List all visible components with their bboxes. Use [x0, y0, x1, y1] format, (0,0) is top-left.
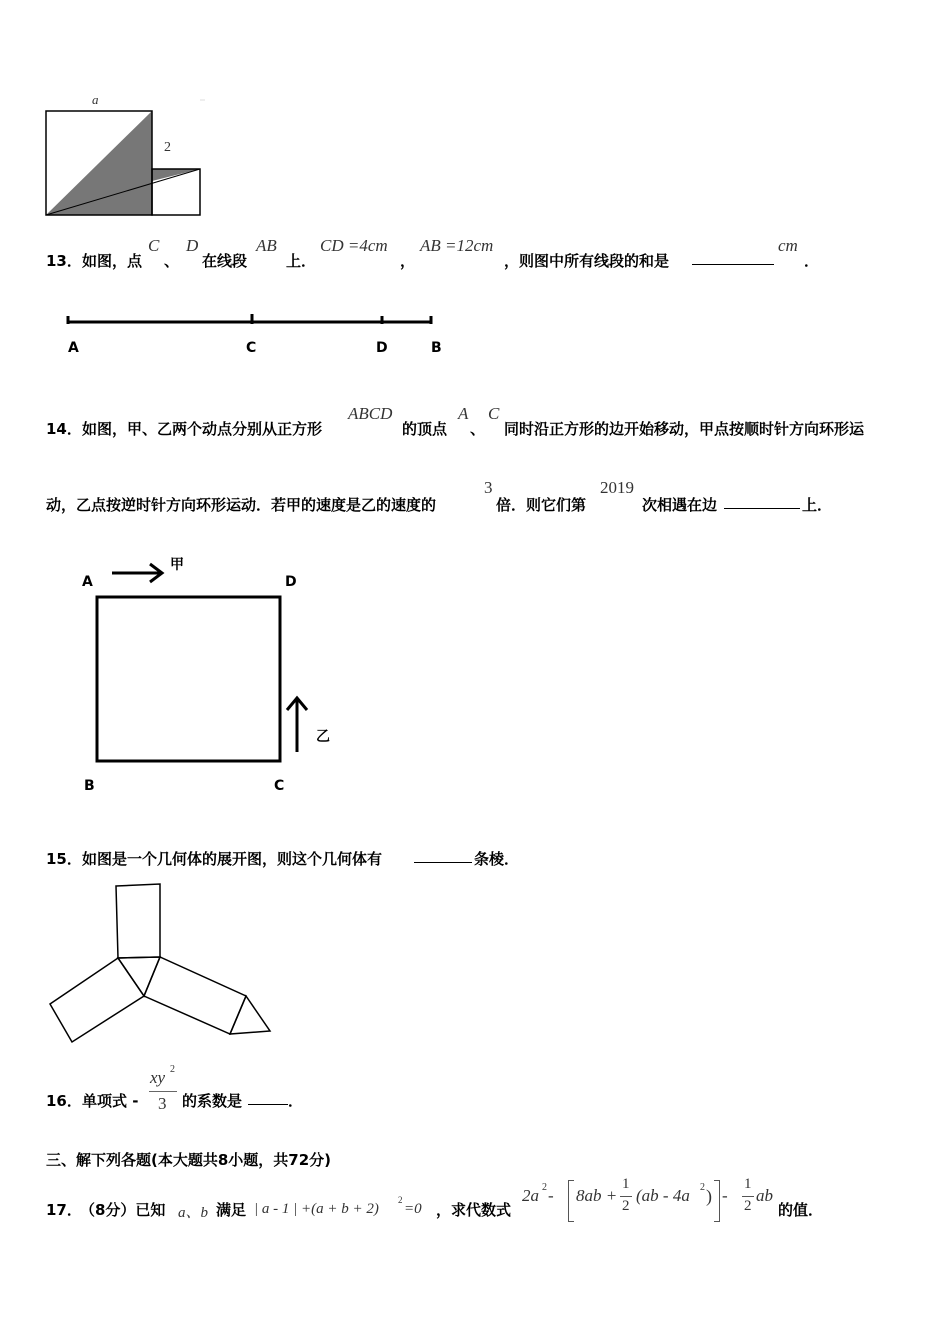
q16-numerator-exp: 2	[170, 1064, 175, 1075]
q17-frac1-bar	[620, 1196, 632, 1197]
q16-number: 16．	[46, 1092, 82, 1110]
q17-right-bracket	[714, 1180, 720, 1222]
q14-vertex-a: A	[458, 404, 469, 423]
q16-fraction-bar	[149, 1091, 177, 1092]
point-label-c: C	[246, 340, 257, 356]
q13-unit: cm	[778, 236, 798, 255]
q17-expr-2a-exp: 2	[542, 1182, 547, 1193]
q13-text-3: 上．	[286, 252, 317, 270]
q17-frac2-den: 2	[744, 1198, 752, 1214]
q14-sep: 、	[470, 420, 486, 438]
net-top-rectangle	[116, 884, 160, 958]
q14-text-6: 次相遇在边	[642, 496, 718, 514]
q17-expr-paren: (ab - 4a	[636, 1186, 690, 1205]
q17-expr-ab: ab	[756, 1186, 773, 1205]
q16-denominator: 3	[158, 1094, 167, 1113]
label-2: 2	[164, 140, 171, 155]
q16-end: ．	[288, 1092, 304, 1110]
q13-text-4: ，则图中所有线段的和是	[504, 252, 670, 270]
net-right-rectangle	[144, 957, 246, 1034]
square-label-c: C	[274, 778, 285, 794]
q13-text-1: 如图，点	[82, 252, 143, 270]
q14-text-2: 的顶点	[402, 420, 448, 438]
q13-text-2: 在线段	[202, 252, 248, 270]
q17-condition: | a - 1 | +(a + b + 2)	[254, 1201, 379, 1217]
q17-expr-2a: 2a	[522, 1186, 539, 1205]
q16-answer-blank[interactable]	[248, 1090, 288, 1105]
q14-number: 14．	[46, 420, 82, 438]
q13-number: 13．	[46, 252, 82, 270]
q17-frac1-num: 1	[622, 1176, 630, 1192]
net-left-rectangle	[50, 958, 144, 1042]
q15-text-2: 条棱．	[474, 850, 520, 868]
net-center-triangle	[118, 957, 160, 996]
square-label-b: B	[84, 778, 95, 794]
q17-expr-paren-close: )	[706, 1186, 712, 1206]
point-yi-label: 乙	[316, 729, 330, 745]
square-label-d: D	[285, 574, 297, 590]
q13-end: ．	[804, 252, 820, 270]
q15-text-1: 如图是一个几何体的展开图，则这个几何体有	[82, 850, 383, 868]
q14-square: ABCD	[348, 404, 393, 423]
q16-text-1: 单项式 -	[82, 1092, 139, 1110]
q17-expr-minus-1: -	[548, 1186, 554, 1205]
point-label-a: A	[68, 340, 79, 356]
q17-number: 17．	[46, 1201, 82, 1219]
q13-comma: ，	[400, 252, 416, 270]
q16-text-2: 的系数是	[182, 1092, 243, 1110]
q14-text-3: 同时沿正方形的边开始移动，甲点按顺时针方向环形运	[504, 420, 865, 438]
label-a: a	[92, 92, 99, 107]
q17-text-1: （8分）已知	[80, 1201, 166, 1219]
q17-text-3: ，求代数式	[436, 1201, 512, 1219]
q16-numerator: xy	[150, 1068, 166, 1087]
q14-text-1: 如图，甲、乙两个动点分别从正方形	[82, 420, 323, 438]
q14-text-4: 动，乙点按逆时针方向环形运动．若甲的速度是乙的速度的	[46, 496, 437, 514]
q14-text-5: 倍．则它们第	[496, 496, 587, 514]
square-label-a: A	[82, 574, 93, 590]
section-3-heading: 三、解下列各题(本大题共8小题，共72分)	[46, 1151, 332, 1169]
q17-condition-end: =0	[404, 1201, 422, 1217]
q14-text-7: 上．	[802, 496, 833, 514]
q13-sep: 、	[164, 252, 180, 270]
q14-count: 2019	[600, 478, 634, 497]
q14-vertex-c: C	[488, 404, 500, 423]
q17-frac1-den: 2	[622, 1198, 630, 1214]
q17-expr-8ab: 8ab +	[576, 1186, 618, 1205]
q17-text-4: 的值．	[778, 1201, 824, 1219]
q13-point-d: D	[186, 236, 199, 255]
q17-frac2-bar	[742, 1196, 754, 1197]
q17-text-2: 满足	[216, 1201, 247, 1219]
point-jia-label: 甲	[170, 557, 184, 573]
point-label-d: D	[376, 340, 388, 356]
point-label-b: B	[431, 340, 442, 356]
q17-left-bracket	[568, 1180, 574, 1222]
q13-segment-ab: AB	[256, 236, 277, 255]
q17-expr-minus-2: -	[722, 1186, 728, 1205]
q15-number: 15．	[46, 850, 82, 868]
q13-point-c: C	[148, 236, 160, 255]
q17-vars: a、b	[178, 1205, 209, 1221]
q17-expr-paren-exp: 2	[700, 1182, 705, 1193]
q13-eq-cd: CD =4cm	[320, 236, 388, 255]
q17-condition-exp: 2	[398, 1195, 403, 1205]
q13-eq-ab: AB =12cm	[420, 236, 494, 255]
q14-ratio: 3	[484, 478, 493, 497]
q17-frac2-num: 1	[744, 1176, 752, 1192]
net-end-triangle	[230, 996, 270, 1034]
